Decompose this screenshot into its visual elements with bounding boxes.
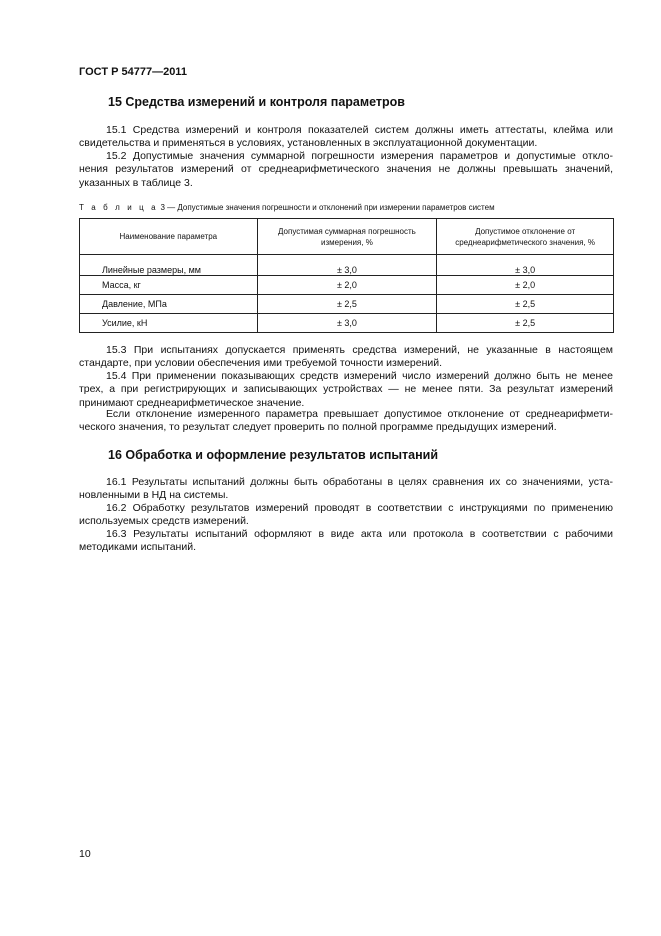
paragraph-16-1 <box>79 476 613 503</box>
table-header-cell: Допустимое отклонение от среднеарифметического значения, % <box>437 219 614 255</box>
table-header-cell: Допустимая суммарная погрешность измерения, % <box>257 219 437 255</box>
text-line: 15.1 Средства измерений и контроля показателей систем должны иметь аттестаты, клейма или <box>106 124 613 136</box>
text-line: трех, а при регистрирующих и записывающих устройствах — не менее пяти. За результат измерений <box>79 383 613 396</box>
table-caption-text: 3 — Допустимые значения погрешности и отклонений при измерении параметров систем <box>160 203 495 212</box>
text-line: 16.2 Обработку результатов измерений проводят в соответствии с инструкциями по применению <box>106 502 613 514</box>
text-line: 15.2 Допустимые значения суммарной погрешности измерения параметров и допустимые откло- <box>106 150 613 162</box>
table-cell: ± 2,5 <box>437 295 614 314</box>
text-line: стандарте, при условии обеспечения ими требуемой точности измерений. <box>79 357 443 370</box>
text-line: Если отклонение измеренного параметра превышает допустимое отклонение от среднеарифмети- <box>106 408 613 420</box>
paragraph-15-4-cont <box>79 408 613 435</box>
table-row <box>80 295 614 314</box>
table-cell: Масса, кг <box>80 276 258 295</box>
table-cell: Линейные размеры, мм <box>80 255 258 276</box>
table-cell: Давление, МПа <box>80 295 258 314</box>
text-line: методиками испытаний. <box>79 541 196 554</box>
text-line: 16.3 Результаты испытаний оформляют в виде акта или протокола в соответствии с рабочими <box>106 528 613 540</box>
page-number: 10 <box>79 848 91 860</box>
paragraph-15-2 <box>79 150 613 190</box>
table-cell: ± 2,5 <box>437 314 614 333</box>
page-header: ГОСТ Р 54777—2011 <box>79 66 187 78</box>
text-line: новленными в НД на системы. <box>79 489 229 502</box>
table-cell: ± 3,0 <box>257 314 437 333</box>
table-caption-label: Т а б л и ц а <box>79 203 159 212</box>
section-15-title: 15 Средства измерений и контроля параметров <box>108 95 405 109</box>
paragraph-15-4 <box>79 370 613 410</box>
text-line: 15.4 При применении показывающих средств измерений число измерений должно быть не менее <box>106 370 613 382</box>
text-line: указанных в таблице 3. <box>79 176 193 189</box>
table-header-row <box>80 219 614 255</box>
table-cell: Усилие, кН <box>80 314 258 333</box>
text-line: используемых средств измерений. <box>79 515 249 528</box>
table-row <box>80 314 614 333</box>
table-cell: ± 3,0 <box>437 255 614 276</box>
paragraph-16-2 <box>79 502 613 529</box>
section-16-title: 16 Обработка и оформление результатов испытаний <box>108 448 439 462</box>
text-line: свидетельства и применяться в условиях, установленных в эксплуатационной документации. <box>79 137 538 150</box>
paragraph-15-1 <box>79 124 613 151</box>
table-header-cell: Наименование параметра <box>80 219 258 255</box>
table-cell: ± 2,5 <box>257 295 437 314</box>
text-line: нения результатов измерений от среднеарифметического значения не должны превышать значений, <box>79 163 613 176</box>
paragraph-15-3 <box>79 344 613 371</box>
table-row <box>80 276 614 295</box>
text-line: 15.3 При испытаниях допускается применять средства измерений, не указанные в настоящем <box>106 344 613 356</box>
table-cell: ± 2,0 <box>437 276 614 295</box>
text-line: 16.1 Результаты испытаний должны быть обработаны в целях сравнения их со значениями, уста- <box>106 476 613 488</box>
table-cell: ± 2,0 <box>257 276 437 295</box>
text-line: принимают среднеарифметическое значение. <box>79 396 305 409</box>
table-cell: ± 3,0 <box>257 255 437 276</box>
table-row <box>80 255 614 276</box>
table-caption <box>79 203 495 212</box>
paragraph-16-3 <box>79 528 613 555</box>
text-line: ческого значения, то результат следует проверить по полной программе предыдущих измерений. <box>79 421 557 434</box>
table-3 <box>79 218 614 333</box>
